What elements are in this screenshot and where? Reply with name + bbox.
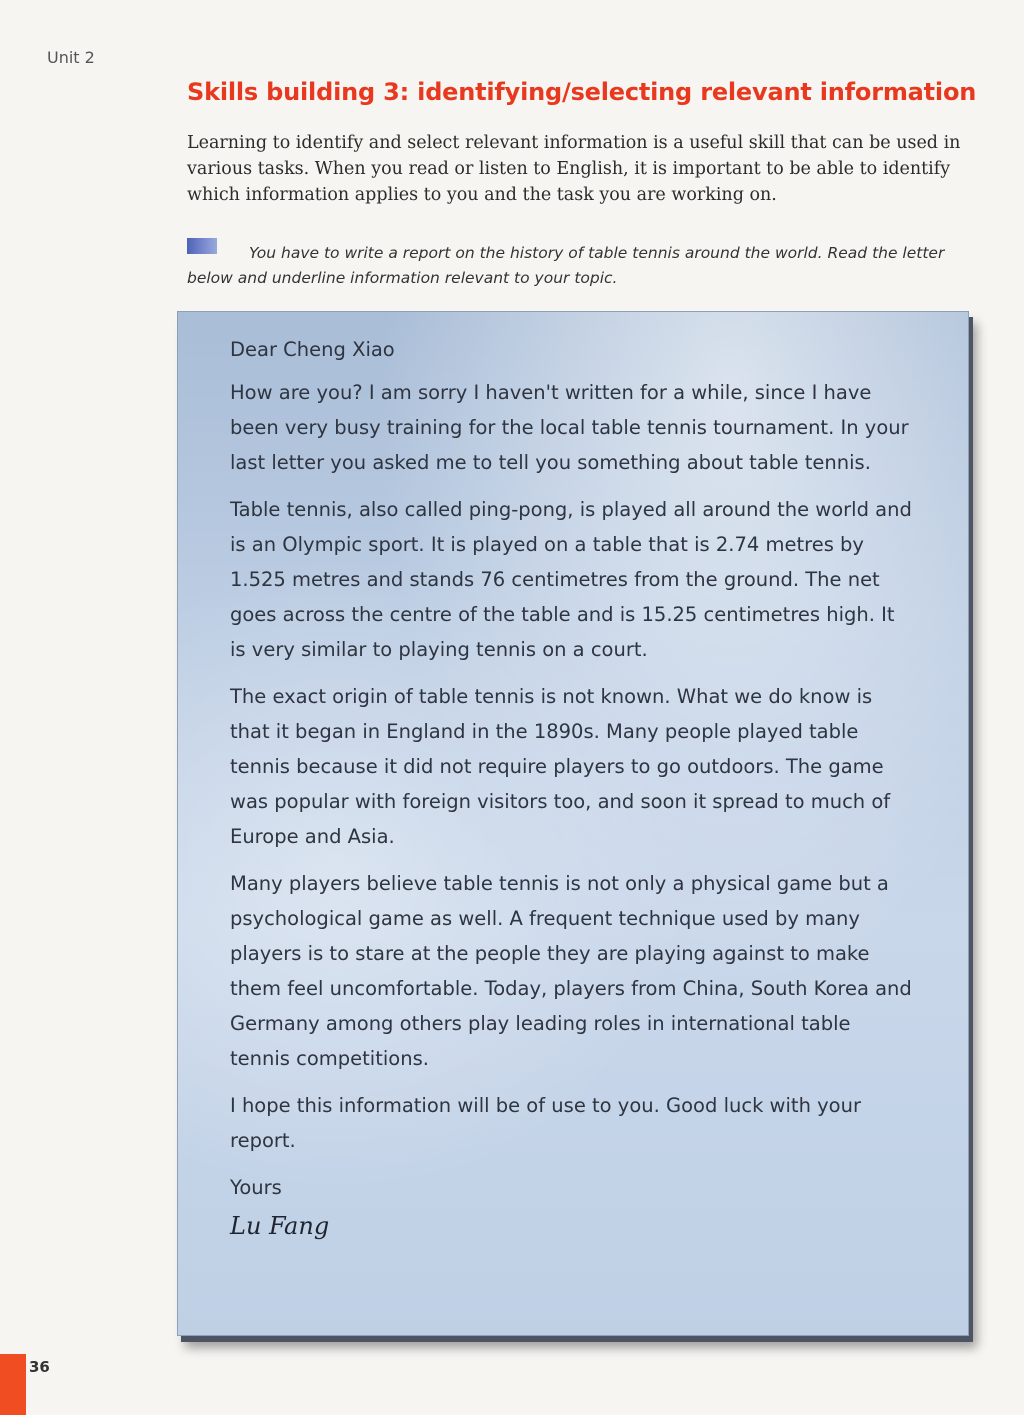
letter-paragraph: How are you? I am sorry I haven't written for a while, since I have been very busy training for the local table tennis tournament. In your last letter you asked me to tell you something about table tennis. — [230, 381, 909, 474]
letter-closing: Yours — [230, 1176, 282, 1199]
page-number: 36 — [29, 1358, 50, 1376]
page-tab-marker — [0, 1354, 26, 1415]
letter-paragraph: The exact origin of table tennis is not known. What we do know is that it began in England in the 1890s. Many people played table tennis because it did not require players to go outdoors. The game was popular with foreign visitors too, and soon it spread to much of Europe and Asia. — [230, 685, 891, 848]
letter-paragraph: Table tennis, also called ping-pong, is played all around the world and is an Olympic sport. It is played on a table that is 2.74 metres by 1.525 metres and stands 76 centimetres from the ground. The net goes across the centre of the table and is 15.25 centimetres high. It is very similar to playing tennis on a court. — [230, 498, 912, 661]
intro-paragraph: Learning to identify and select relevant information is a useful skill that can be used in various tasks. When you read or listen to English, it is important to be able to identify which information applies to you and the task you are working on. — [187, 133, 961, 205]
letter-paragraph: Many players believe table tennis is not only a physical game but a psychological game as well. A frequent technique used by many players is to stare at the people they are playing against to make them feel uncomfortable. Today, players from China, South Korea and Germany among others play leading roles in international table tennis competitions. — [230, 872, 912, 1070]
letter-card — [177, 311, 969, 1336]
section-title: Skills building 3: identifying/selecting relevant information — [187, 78, 977, 106]
letter-signature: Lu Fang — [230, 1212, 330, 1240]
unit-label: Unit 2 — [47, 48, 95, 67]
letter-salutation: Dear Cheng Xiao — [230, 338, 395, 361]
letter-paragraph: I hope this information will be of use to you. Good luck with your report. — [230, 1094, 861, 1152]
instruction-text: You have to write a report on the history of table tennis around the world. Read the letter below and underline information relevant to your topic. — [187, 244, 945, 287]
